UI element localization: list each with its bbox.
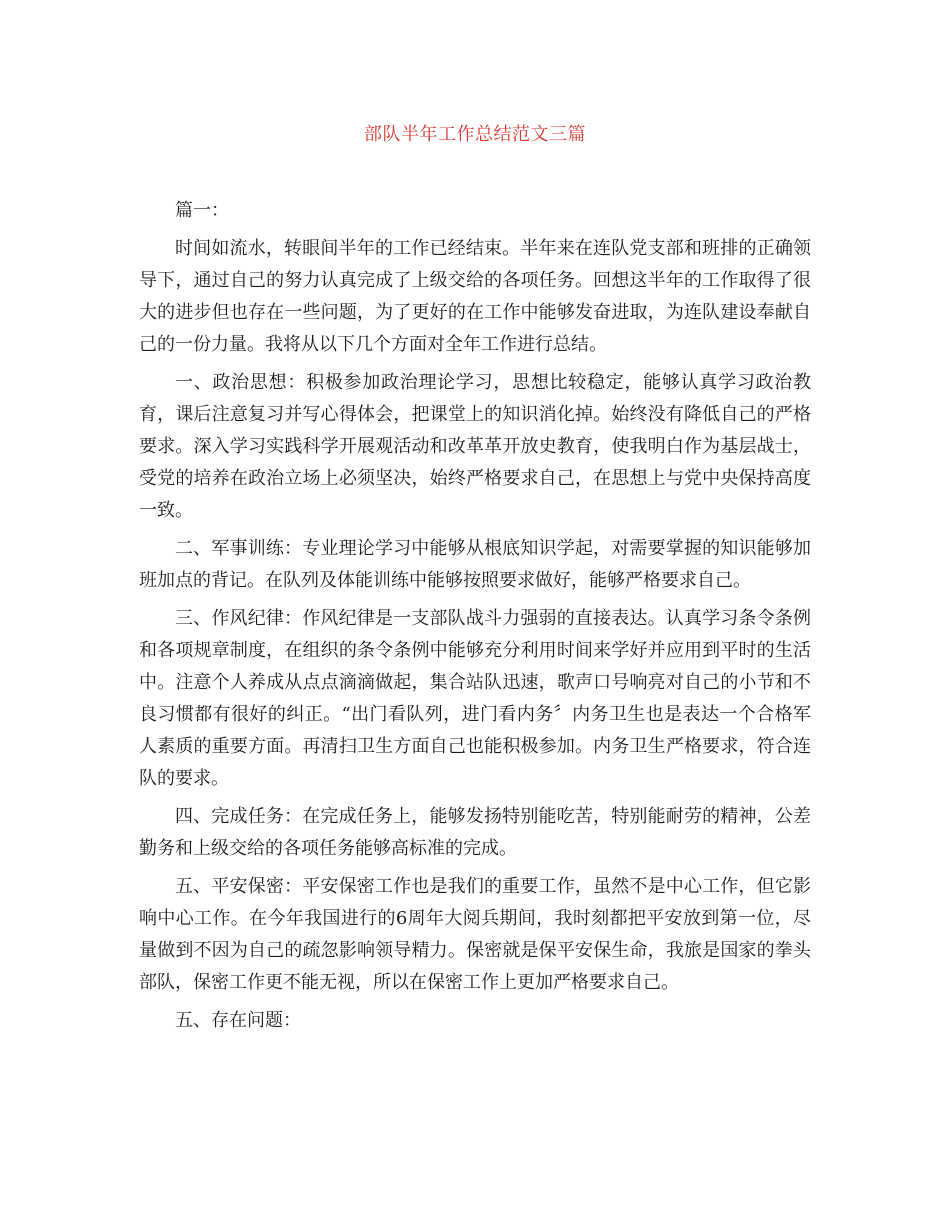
paragraph-political: 一、政治思想：积极参加政治理论学习，思想比较稳定，能够认真学习政治教育，课后注意复习并写心得体会，把课堂上的知识消化掉。始终没有降低自己的严格要求。深入学习实践科学开展观活动和改革革开放史教育，使我明白作为基层战士，受党的培养在政治立场上必须坚决，始终严格要求自己，在思想上与党中央保持高度一致。	[139, 372, 811, 521]
section-label: 篇一：	[175, 200, 229, 221]
document-title: 部队半年工作总结范文三篇	[364, 124, 586, 145]
paragraph-security: 五、平安保密：平安保密工作也是我们的重要工作，虽然不是中心工作，但它影响中心工作。在今年我国进行的6周年大阅兵期间，我时刻都把平安放到第一位，尽量做到不因为自己的疏忽影响领导精力。保密就是保平安保生命，我旅是国家的拳头部队，保密工作更不能无视，所以在保密工作上更加严格要求自己。	[139, 876, 811, 993]
document-body	[139, 195, 811, 1043]
section-heading-problems: 五、存在问题：	[175, 1010, 301, 1031]
paragraph-discipline: 三、作风纪律：作风纪律是一支部队战斗力强弱的直接表达。认真学习条令条例和各项规章制度，在组织的条令条例中能够充分利用时间来学好并应用到平时的生活中。注意个人养成从点点滴滴做起，集合站队迅速，歌声口号响亮对自己的小节和不良习惯都有很好的纠正。“出门看队列，进门看内务〞内务卫生也是表达一个合格军人素质的重要方面。再清扫卫生方面自己也能积极参加。内务卫生严格要求，符合连队的要求。	[139, 608, 811, 789]
paragraph-tasks: 四、完成任务：在完成任务上，能够发扬特别能吃苦，特别能耐劳的精神，公差勤务和上级交给的各项任务能够高标准的完成。	[139, 806, 811, 859]
paragraph-intro: 时间如流水，转眼间半年的工作已经结束。半年来在连队党支部和班排的正确领导下，通过自己的努力认真完成了上级交给的各项任务。回想这半年的工作取得了很大的进步但也存在一些问题，为了更好的在工作中能够发奋进取，为连队建设奉献自己的一份力量。我将从以下几个方面对全年工作进行总结。	[139, 238, 811, 355]
paragraph-military-training: 二、军事训练：专业理论学习中能够从根底知识学起，对需要掌握的知识能够加班加点的背记。在队列及体能训练中能够按照要求做好，能够严格要求自己。	[139, 538, 811, 591]
